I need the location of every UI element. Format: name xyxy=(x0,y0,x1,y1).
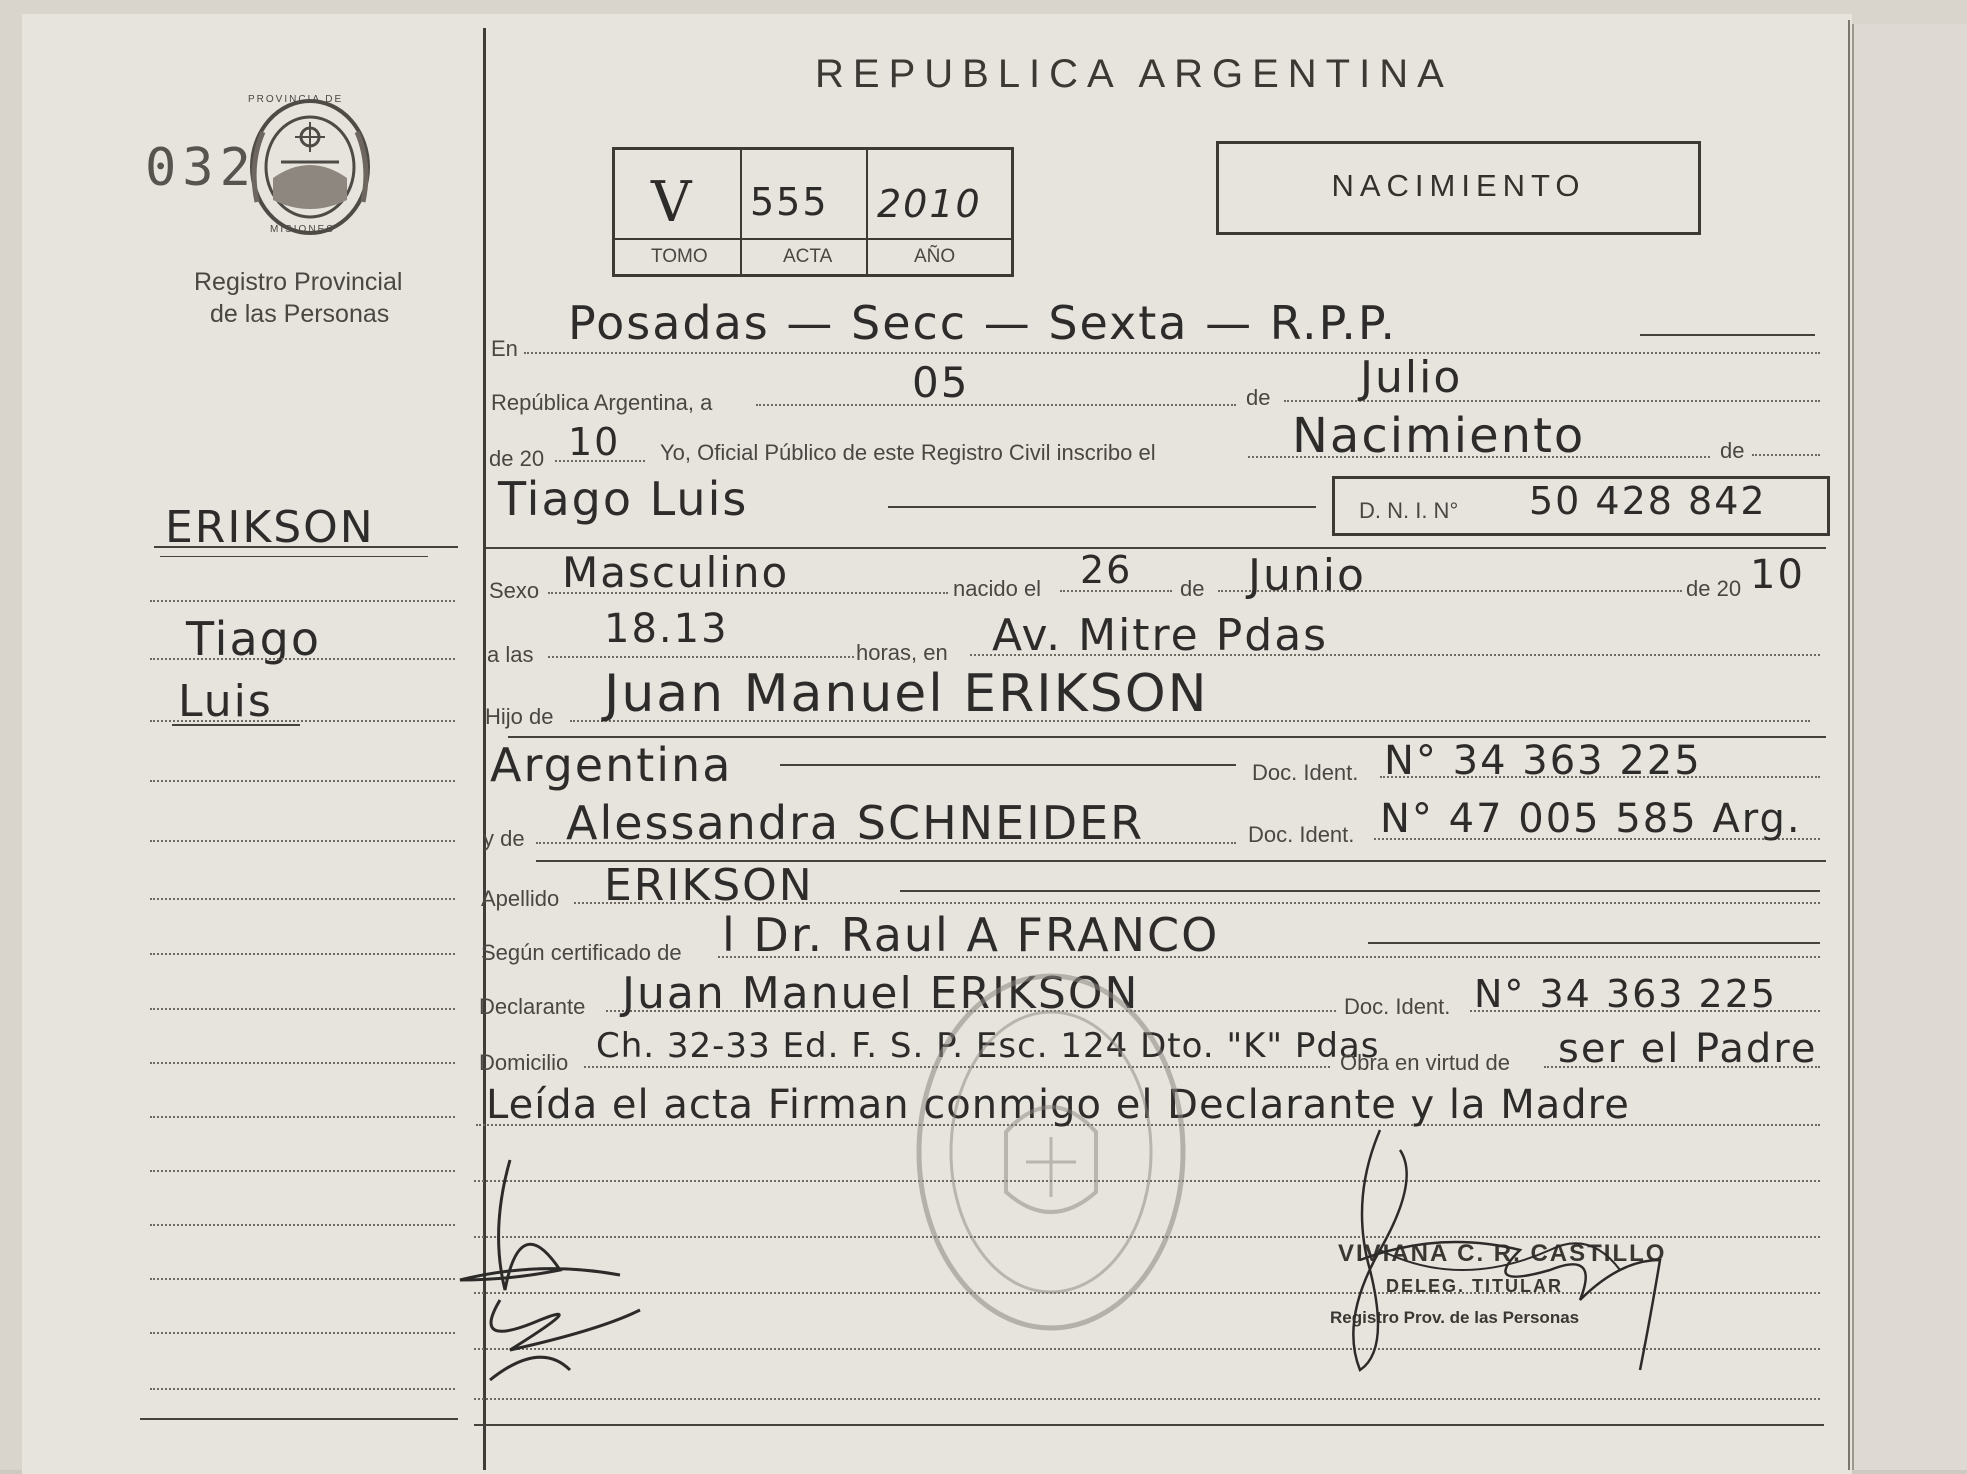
margin-first-name: Tiago xyxy=(186,612,321,666)
mother-doc-label: Doc. Ident. xyxy=(1248,822,1355,847)
surname-fill-stroke xyxy=(900,890,1820,892)
father-doc-label: Doc. Ident. xyxy=(1252,760,1359,785)
surname-value: ERIKSON xyxy=(604,860,814,911)
record-type-title: NACIMIENTO xyxy=(1331,168,1586,203)
margin-rule xyxy=(150,898,455,900)
margin-surname: ERIKSON xyxy=(165,502,375,553)
certificate-label: Según certificado de xyxy=(481,940,682,965)
address-value: Ch. 32-33 Ed. F. S. P. Esc. 124 Dto. "K" Pdas xyxy=(596,1026,1380,1066)
year-rule xyxy=(555,460,645,462)
sex-value: Masculino xyxy=(562,548,790,597)
seal-top-text: PROVINCIA DE xyxy=(248,94,344,105)
year-prefix-label: de 20 xyxy=(489,446,545,471)
sheet-right-edge xyxy=(1848,20,1850,1470)
registry-name-line1: Registro Provincial xyxy=(194,268,403,296)
date-de-label: de xyxy=(1246,385,1271,410)
acta-label: ACTA xyxy=(783,246,833,267)
margin-rule xyxy=(150,658,455,660)
father-label: Hijo de xyxy=(485,704,554,729)
margin-surname-underline xyxy=(154,546,458,548)
birth-year: 10 xyxy=(1750,552,1805,598)
margin-rule xyxy=(150,1224,455,1226)
declarant-name: Juan Manuel ERIKSON xyxy=(622,968,1140,1019)
act-type-value: Nacimiento xyxy=(1292,408,1586,464)
act-de-rule xyxy=(1752,454,1820,456)
dni-label: D. N. I. N° xyxy=(1359,498,1459,523)
act-de-label: de xyxy=(1720,438,1745,463)
day-rule xyxy=(756,404,1236,406)
seal-bottom-text: MISIONES xyxy=(270,224,335,235)
father-nationality: Argentina xyxy=(490,738,733,792)
record-box-label-rule xyxy=(615,238,1011,240)
official-statement-label: Yo, Oficial Público de este Registro Civil inscribo el xyxy=(660,440,1156,465)
margin-rule xyxy=(150,840,455,842)
margin-second-name: Luis xyxy=(178,676,273,727)
official-office: Registro Prov. de las Personas xyxy=(1330,1308,1580,1327)
margin-rule xyxy=(150,1388,455,1390)
margin-rule xyxy=(150,1062,455,1064)
margin-name-underline xyxy=(172,724,300,726)
registry-round-stamp xyxy=(906,962,1196,1342)
official-name: VIVIANA C. R. CASTILLO xyxy=(1338,1240,1667,1267)
margin-rule xyxy=(150,1008,455,1010)
certificate-fill-stroke xyxy=(1368,942,1820,944)
margin-rule xyxy=(150,1332,455,1334)
mother-name: Alessandra SCHNEIDER xyxy=(566,796,1145,850)
place-value: Posadas — Secc — Sexta — R.P.P. xyxy=(568,296,1398,350)
birth-place: Av. Mitre Pdas xyxy=(992,610,1329,661)
acta-value: 555 xyxy=(750,180,829,224)
registration-day: 05 xyxy=(912,358,970,407)
born-on-label: nacido el xyxy=(953,576,1042,601)
record-box-divider xyxy=(740,150,742,274)
margin-rule xyxy=(150,780,455,782)
tomo-value: V xyxy=(651,170,694,235)
record-number-box xyxy=(612,147,1014,277)
ano-value: 2010 xyxy=(877,182,982,226)
place-rule xyxy=(524,352,1820,354)
declarant-doc-label: Doc. Ident. xyxy=(1344,994,1451,1019)
declarant-label: Declarante xyxy=(479,994,586,1019)
margin-rule xyxy=(150,720,455,722)
mother-doc-value: N° 47 005 585 Arg. xyxy=(1380,796,1802,842)
country-title: REPUBLICA ARGENTINA xyxy=(815,52,1453,96)
margin-bottom-rule xyxy=(140,1418,458,1420)
registration-year: 10 xyxy=(568,420,621,464)
ano-label: AÑO xyxy=(914,246,956,267)
sex-label: Sexo xyxy=(489,578,540,603)
birth-time: 18.13 xyxy=(604,606,729,652)
place-label: En xyxy=(491,336,518,361)
dni-value: 50 428 842 xyxy=(1529,479,1767,523)
time-label: a las xyxy=(487,642,534,667)
margin-rule xyxy=(150,1116,455,1118)
page-number: 032 xyxy=(145,138,257,198)
time-rule xyxy=(548,656,854,658)
birth-de-label: de xyxy=(1180,576,1205,601)
registry-name-line2: de las Personas xyxy=(210,300,390,328)
surname-label: Apellido xyxy=(481,886,560,911)
record-box-divider xyxy=(866,150,868,274)
closing-statement: Leída el acta Firman conmigo el Declarante y la Madre xyxy=(486,1082,1630,1128)
certificate-doctor: l Dr. Raul A FRANCO xyxy=(722,908,1220,962)
mother-label: y de xyxy=(483,826,525,851)
date-intro-label: República Argentina, a xyxy=(491,390,713,415)
official-role: DELEG. TITULAR xyxy=(1386,1276,1563,1296)
declarant-doc-value: N° 34 363 225 xyxy=(1474,972,1778,1016)
margin-rule xyxy=(150,1278,455,1280)
birth-day: 26 xyxy=(1080,548,1133,592)
blank-rule xyxy=(474,1398,1820,1400)
bottom-rule xyxy=(474,1424,1824,1426)
record-type-box xyxy=(1216,141,1701,235)
acting-as-value: ser el Padre xyxy=(1558,1026,1818,1072)
address-label: Domicilio xyxy=(479,1050,569,1075)
margin-rule xyxy=(150,1170,455,1172)
dni-box xyxy=(1332,476,1830,536)
father-doc-value: N° 34 363 225 xyxy=(1384,738,1702,784)
margin-rule xyxy=(150,953,455,955)
margin-rule xyxy=(150,600,455,602)
child-first-names: Tiago Luis xyxy=(498,472,749,526)
margin-surname-underline-2 xyxy=(160,556,428,557)
acting-as-label: Obra en virtud de xyxy=(1340,1050,1510,1075)
father-name: Juan Manuel ERIKSON xyxy=(604,664,1209,724)
tomo-label: TOMO xyxy=(651,246,708,267)
official-signature xyxy=(1320,1120,1680,1380)
hours-at-label: horas, en xyxy=(856,640,948,665)
registration-month: Julio xyxy=(1360,352,1463,403)
page-edge xyxy=(1852,24,1967,1470)
place-fill-stroke xyxy=(1640,334,1815,336)
provincial-seal-emblem xyxy=(243,92,378,242)
birth-month: Junio xyxy=(1248,550,1366,601)
nationality-fill-stroke xyxy=(780,764,1236,766)
birth-year-prefix: de 20 xyxy=(1686,576,1742,601)
declarant-signature xyxy=(450,1150,670,1400)
child-name-fill-stroke xyxy=(888,506,1316,508)
